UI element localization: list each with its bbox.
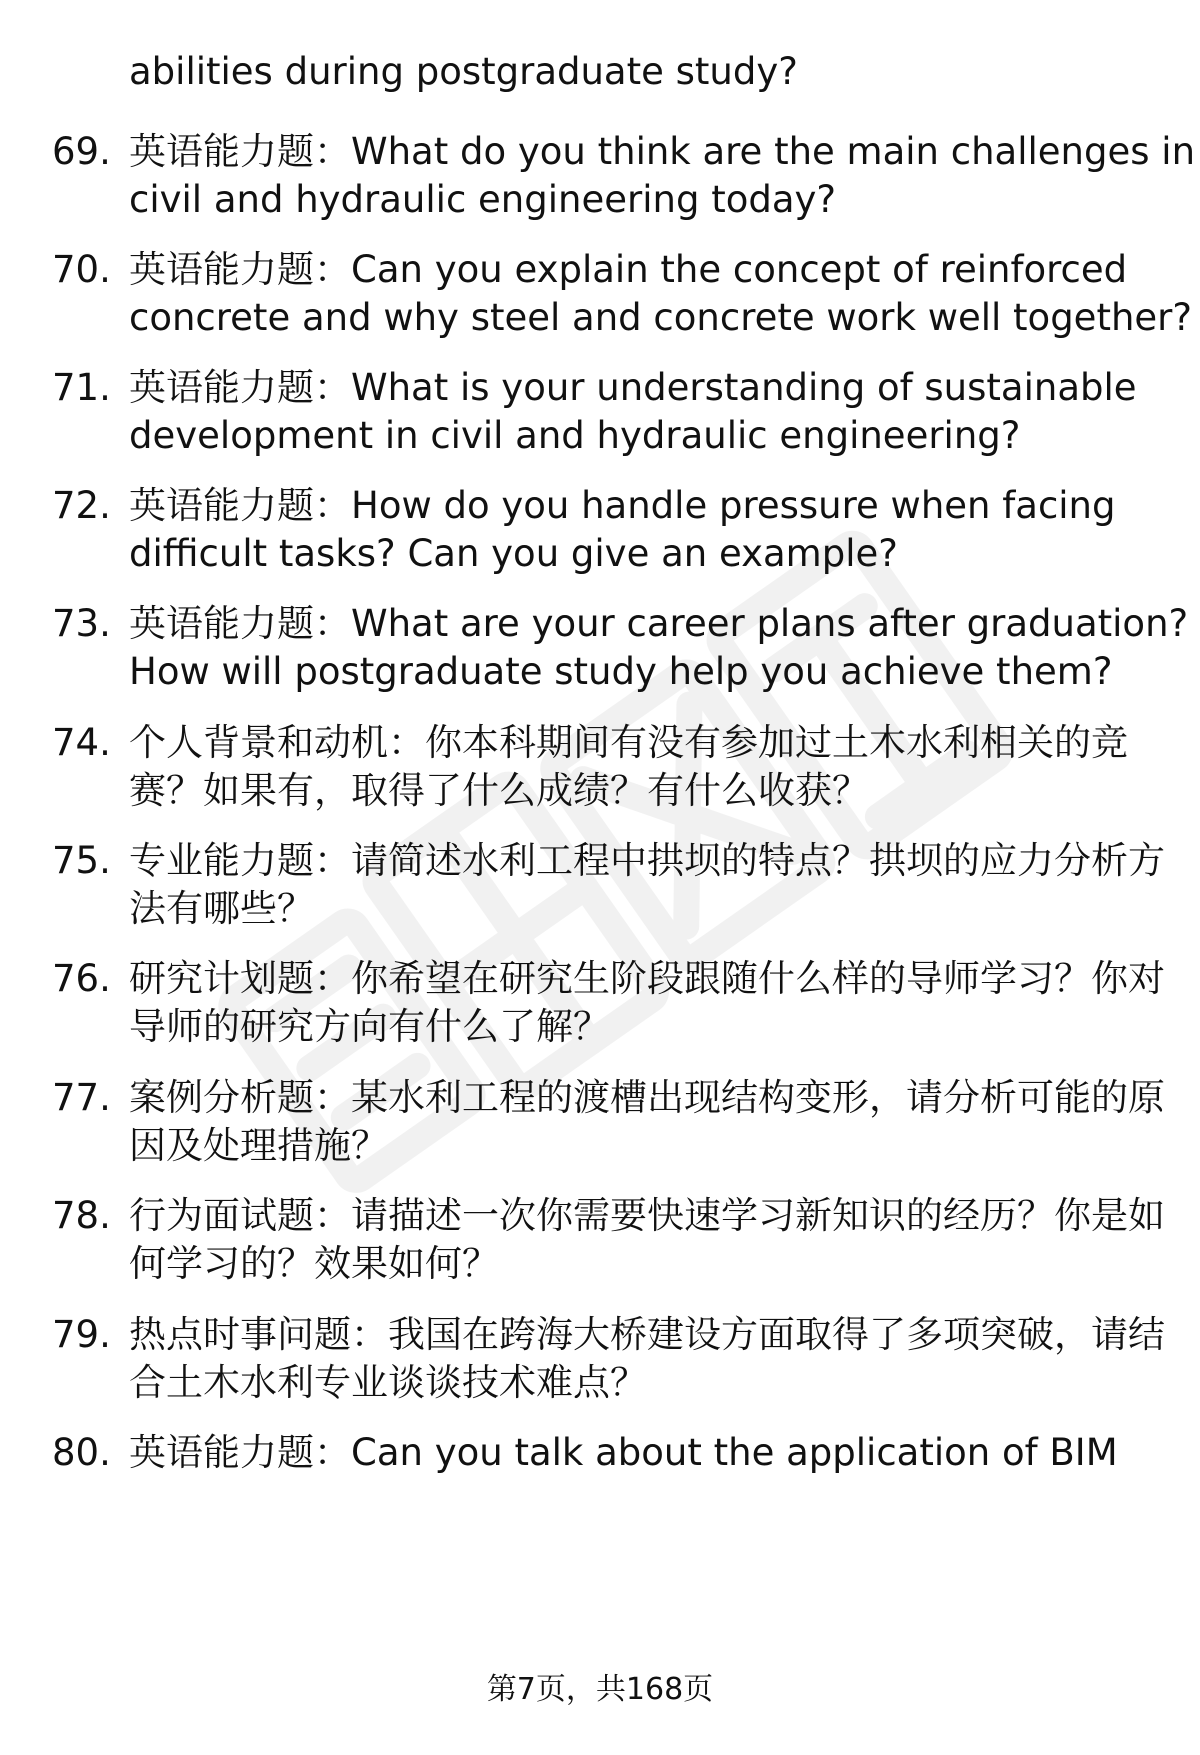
question-text-line: 何学习的？效果如何？ — [129, 1242, 499, 1285]
question-text-line: 热点时事问题：我国在跨海大桥建设方面取得了多项突破，请结 — [129, 1313, 1165, 1356]
question-number: 80. — [52, 1431, 111, 1474]
question-number: 77. — [52, 1076, 111, 1119]
question-number: 71. — [52, 366, 111, 409]
question-text-line: 英语能力题：What is your understanding of sustainable — [129, 366, 1137, 409]
page-footer: 第7页，共168页 — [486, 1672, 714, 1707]
question-number: 79. — [52, 1313, 111, 1356]
question-number: 69. — [52, 130, 111, 173]
question-number: 76. — [52, 957, 111, 1000]
question-text-line: 导师的研究方向有什么了解？ — [129, 1005, 610, 1048]
continuation-line: abilities during postgraduate study? — [129, 50, 798, 93]
question-text-line: 合土木水利专业谈谈技术难点？ — [129, 1361, 647, 1404]
question-text-line: 英语能力题：Can you talk about the application of BIM — [129, 1431, 1118, 1474]
question-number: 73. — [52, 602, 111, 645]
question-number: 78. — [52, 1194, 111, 1237]
question-text-line: civil and hydraulic engineering today? — [129, 178, 837, 221]
question-text-line: concrete and why steel and concrete work well together? — [129, 296, 1193, 339]
question-number: 75. — [52, 839, 111, 882]
question-text-line: 英语能力题：Can you explain the concept of reinforced — [129, 248, 1128, 291]
question-text-line: 个人背景和动机：你本科期间有没有参加过土木水利相关的竞 — [129, 721, 1128, 764]
question-text-line: 法有哪些？ — [129, 887, 314, 930]
question-text-line: 英语能力题：How do you handle pressure when facing — [129, 484, 1116, 527]
question-number: 74. — [52, 721, 111, 764]
question-text-line: difficult tasks? Can you give an example? — [129, 532, 898, 575]
question-text-line: 英语能力题：What are your career plans after graduation? — [129, 602, 1189, 645]
question-text-line: 专业能力题：请简述水利工程中拱坝的特点？拱坝的应力分析方 — [129, 839, 1165, 882]
question-text-line: development in civil and hydraulic engineering? — [129, 414, 1021, 457]
question-number: 70. — [52, 248, 111, 291]
question-text-line: 行为面试题：请描述一次你需要快速学习新知识的经历？你是如 — [129, 1194, 1165, 1237]
question-text-line: 赛？如果有，取得了什么成绩？有什么收获？ — [129, 769, 869, 812]
question-text-line: 英语能力题：What do you think are the main challenges in — [129, 130, 1196, 173]
question-text-line: How will postgraduate study help you achieve them? — [129, 650, 1113, 693]
question-text-line: 因及处理措施？ — [129, 1124, 388, 1167]
question-text-line: 研究计划题：你希望在研究生阶段跟随什么样的导师学习？你对 — [129, 957, 1165, 1000]
question-number: 72. — [52, 484, 111, 527]
question-text-line: 案例分析题：某水利工程的渡槽出现结构变形，请分析可能的原 — [129, 1076, 1165, 1119]
